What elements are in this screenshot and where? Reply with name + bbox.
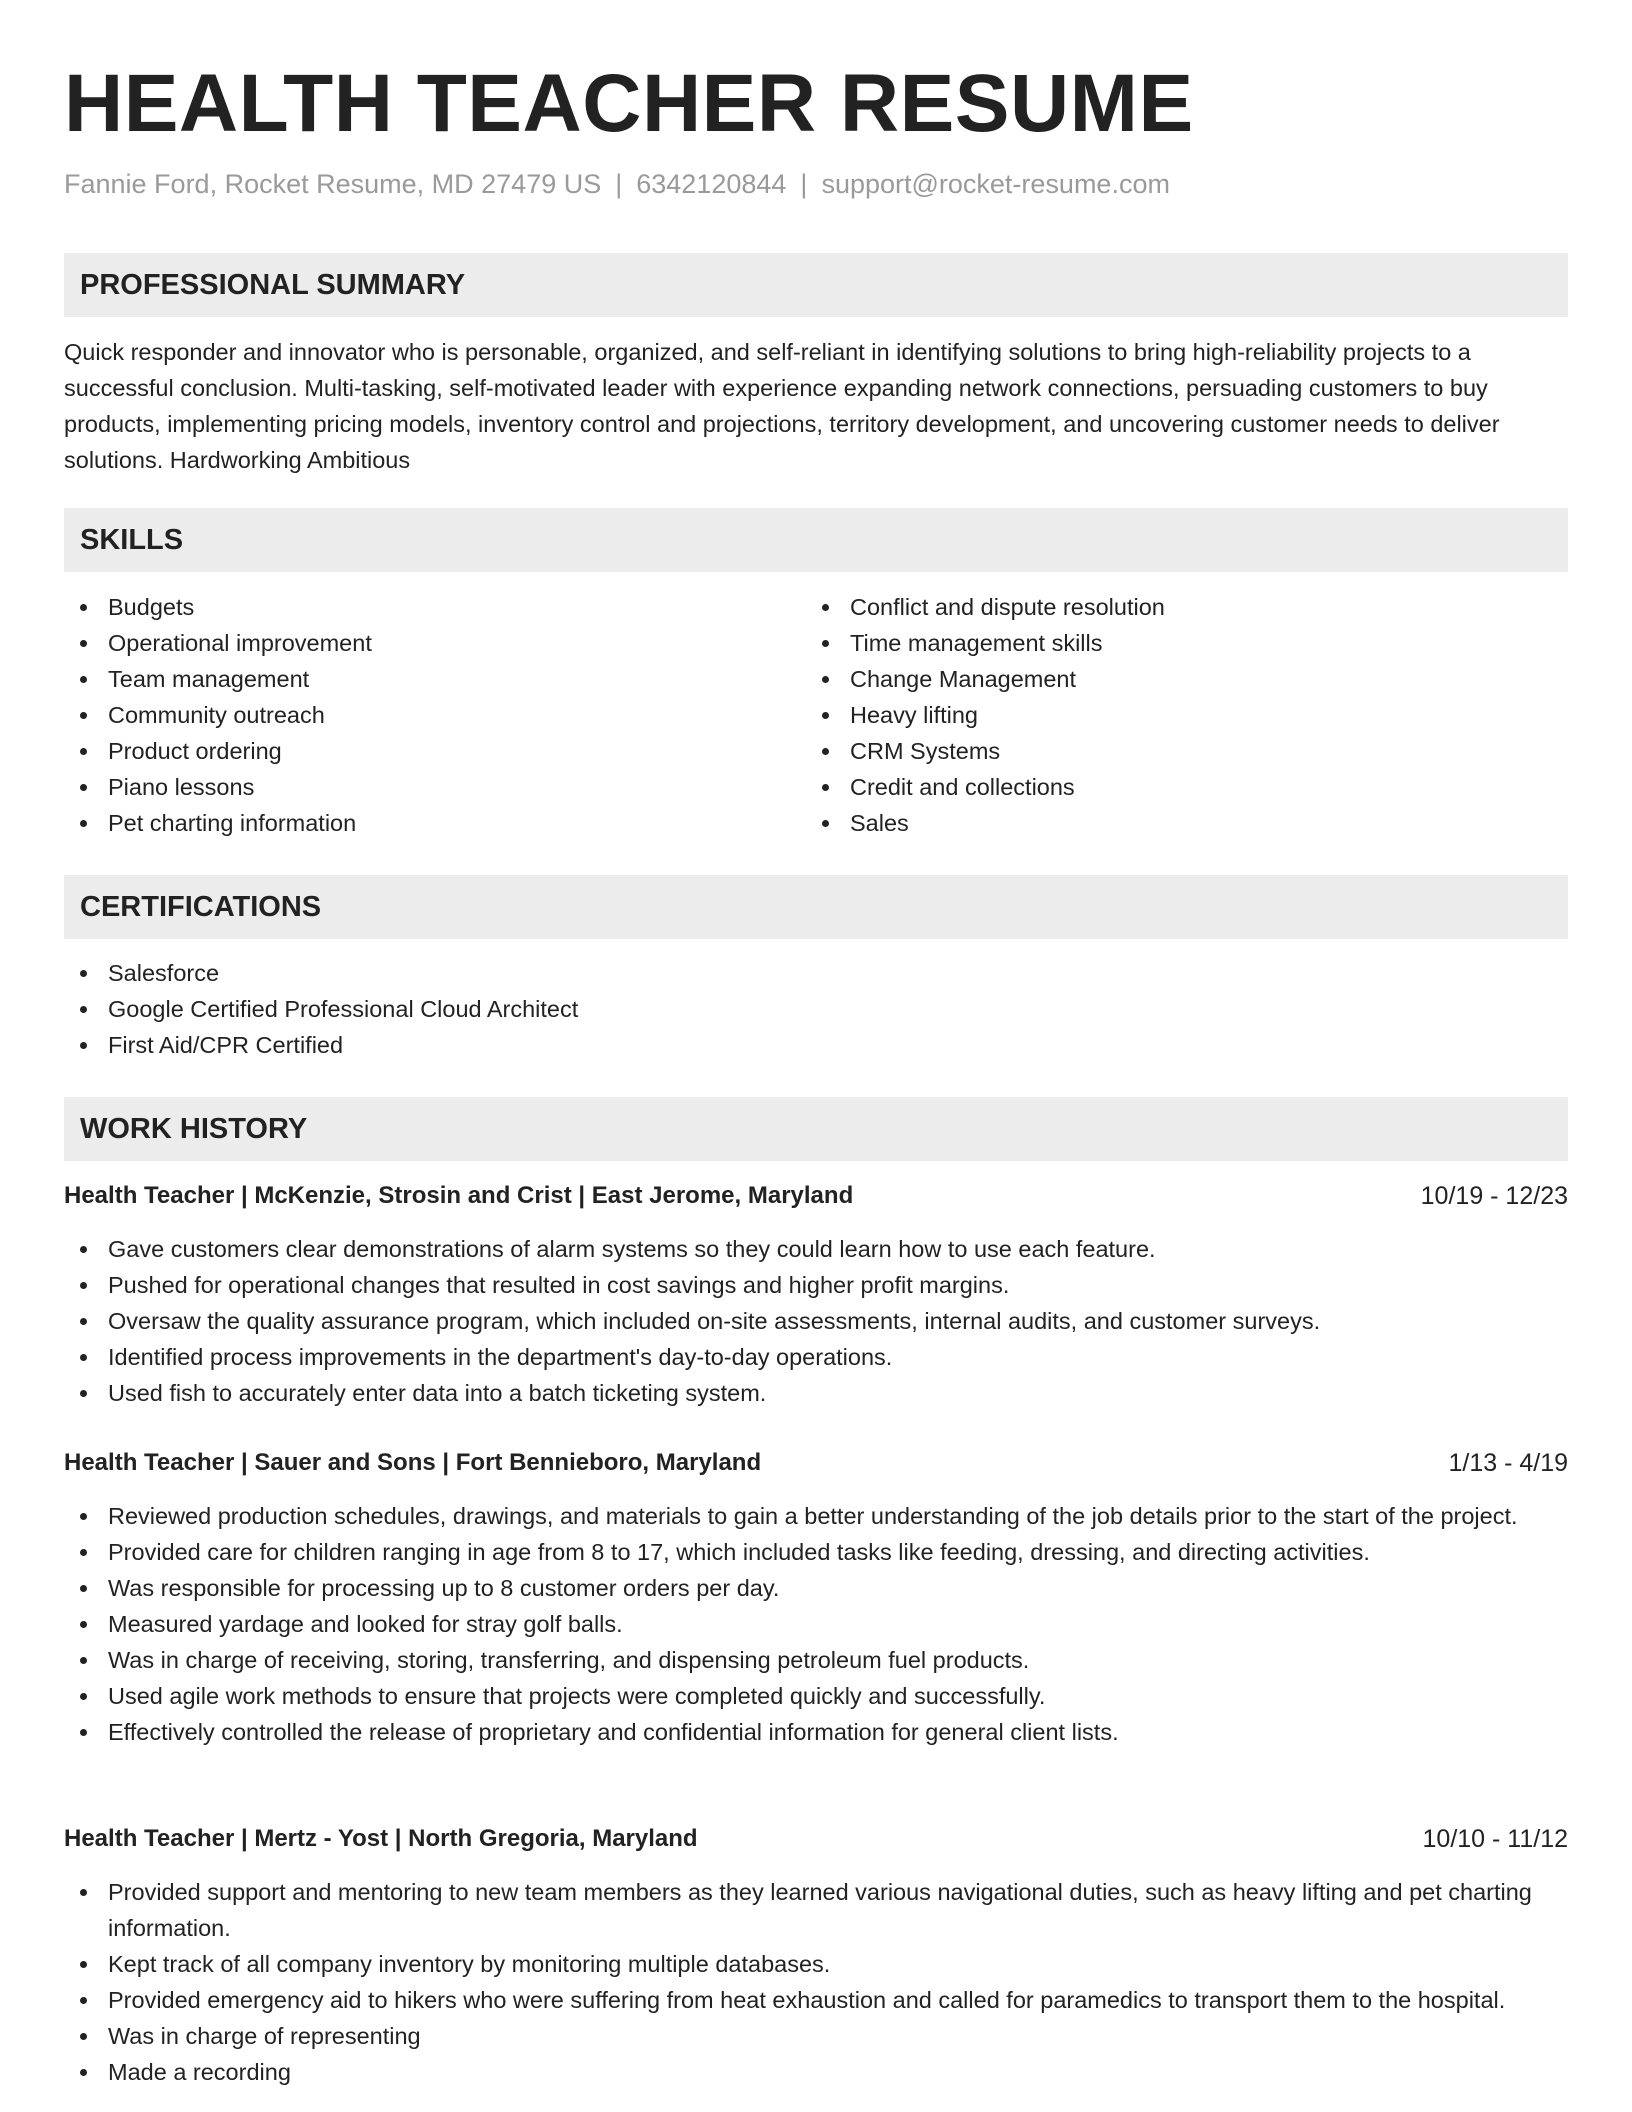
job-title: Health Teacher | Mertz - Yost | North Gregoria, Maryland	[64, 1825, 698, 1852]
job-bullet: Provided emergency aid to hikers who were suffering from heat exhaustion and called for paramedics to transport them to the hospital.	[64, 1982, 1568, 2018]
skills-heading: SKILLS	[64, 508, 1568, 572]
certification-item: Salesforce	[64, 955, 1568, 991]
summary-heading: PROFESSIONAL SUMMARY	[64, 253, 1568, 317]
job-bullet: Was responsible for processing up to 8 customer orders per day.	[64, 1570, 1568, 1606]
skill-item: Time management skills	[806, 625, 1546, 661]
certifications-list	[64, 955, 1568, 1063]
certification-item: Google Certified Professional Cloud Architect	[64, 991, 1568, 1027]
skill-item: Credit and collections	[806, 769, 1546, 805]
job-bullet: Used agile work methods to ensure that projects were completed quickly and successfully.	[64, 1678, 1568, 1714]
certification-item: First Aid/CPR Certified	[64, 1027, 1568, 1063]
job-bullet: Oversaw the quality assurance program, which included on-site assessments, internal audits, and customer surveys.	[64, 1303, 1568, 1339]
job-bullet: Made a recording	[64, 2054, 1568, 2090]
skill-item: Piano lessons	[64, 769, 804, 805]
job-bullets	[64, 1231, 1568, 1411]
skill-item: Sales	[806, 805, 1546, 841]
job-bullets	[64, 1874, 1568, 2090]
skill-item: Change Management	[806, 661, 1546, 697]
contact-line	[64, 166, 1170, 202]
job-bullet: Provided care for children ranging in age from 8 to 17, which included tasks like feeding, dressing, and directing activities.	[64, 1534, 1568, 1570]
job-bullet: Reviewed production schedules, drawings, and materials to gain a better understanding of the job details prior to the start of the project.	[64, 1498, 1568, 1534]
skill-item: CRM Systems	[806, 733, 1546, 769]
resume-title: HEALTH TEACHER RESUME	[64, 58, 1194, 149]
certifications-heading: CERTIFICATIONS	[64, 875, 1568, 939]
contact-separator: |	[800, 169, 808, 199]
job-bullet: Was in charge of receiving, storing, transferring, and dispensing petroleum fuel products.	[64, 1642, 1568, 1678]
skill-item: Team management	[64, 661, 804, 697]
job-bullet: Was in charge of representing	[64, 2018, 1568, 2054]
job-bullet: Used fish to accurately enter data into a batch ticketing system.	[64, 1375, 1568, 1411]
work-history-heading: WORK HISTORY	[64, 1097, 1568, 1161]
skill-item: Pet charting information	[64, 805, 804, 841]
job-bullet: Kept track of all company inventory by monitoring multiple databases.	[64, 1946, 1568, 1982]
job-bullet: Measured yardage and looked for stray golf balls.	[64, 1606, 1568, 1642]
job-bullet: Pushed for operational changes that resulted in cost savings and higher profit margins.	[64, 1267, 1568, 1303]
summary-text: Quick responder and innovator who is personable, organized, and self-reliant in identifying solutions to bring high-reliability projects to a successful conclusion. Multi-tasking, self-motivated leader with experience expanding network connections, persuading customers to buy products, implementing pricing models, inventory control and projections, territory development, and uncovering customer needs to deliver solutions. Hardworking Ambitious	[64, 339, 1500, 473]
contact-separator: |	[615, 169, 623, 199]
skill-item: Operational improvement	[64, 625, 804, 661]
contact-phone: 6342120844	[636, 169, 787, 199]
job-bullet: Identified process improvements in the department's day-to-day operations.	[64, 1339, 1568, 1375]
job-bullet: Effectively controlled the release of proprietary and confidential information for general client lists.	[64, 1714, 1568, 1750]
job-dates: 10/19 - 12/23	[1420, 1182, 1568, 1210]
job-bullets	[64, 1498, 1568, 1750]
contact-email: support@rocket-resume.com	[821, 169, 1170, 199]
job-bullet: Gave customers clear demonstrations of alarm systems so they could learn how to use each feature.	[64, 1231, 1568, 1267]
skills-list-left	[64, 589, 804, 841]
contact-address: Fannie Ford, Rocket Resume, MD 27479 US	[64, 169, 602, 199]
skill-item: Heavy lifting	[806, 697, 1546, 733]
skill-item: Community outreach	[64, 697, 804, 733]
job-dates: 10/10 - 11/12	[1422, 1825, 1568, 1853]
job-dates: 1/13 - 4/19	[1448, 1449, 1568, 1477]
skill-item: Budgets	[64, 589, 804, 625]
job-title: Health Teacher | McKenzie, Strosin and Crist | East Jerome, Maryland	[64, 1182, 854, 1209]
job-title: Health Teacher | Sauer and Sons | Fort Bennieboro, Maryland	[64, 1449, 762, 1476]
job-bullet: Provided support and mentoring to new team members as they learned various navigational duties, such as heavy lifting and pet charting information.	[64, 1874, 1568, 1946]
skill-item: Product ordering	[64, 733, 804, 769]
skills-list-right	[806, 589, 1546, 841]
skill-item: Conflict and dispute resolution	[806, 589, 1546, 625]
